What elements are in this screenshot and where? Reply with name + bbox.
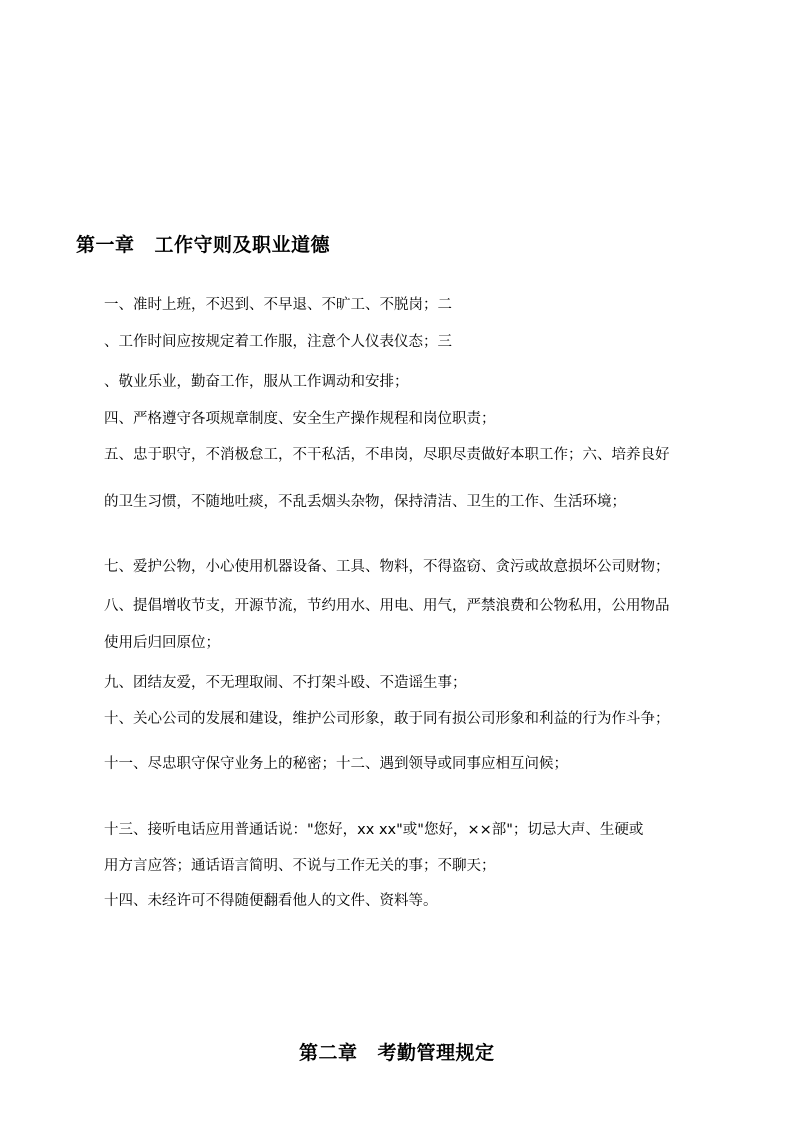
chapter-2-number: 第二章 bbox=[299, 1042, 358, 1064]
rule-line: 、敬业乐业，勤奋工作，服从工作调动和安排； bbox=[104, 374, 409, 390]
rule-line: 一、准时上班，不迟到、不早退、不旷工、不脱岗；二 bbox=[104, 297, 452, 313]
chapter-2-heading bbox=[299, 1038, 495, 1065]
chapter-1-heading bbox=[76, 230, 330, 257]
rule-line: 十四、未经许可不得随便翻看他人的文件、资料等。 bbox=[104, 893, 438, 909]
rule-line: 十、关心公司的发展和建设，维护公司形象，敢于同有损公司形象和利益的行为作斗争； bbox=[104, 711, 670, 727]
rule-line: 十一、尽忠职守保守业务上的秘密；十二、遇到领导或同事应相互问候； bbox=[104, 756, 568, 772]
chapter-1-title: 工作守则及职业道德 bbox=[154, 234, 331, 256]
rule-line: 的卫生习惯，不随地吐痰，不乱丢烟头杂物，保持清洁、卫生的工作、生活环境； bbox=[104, 494, 626, 510]
rule-line: 七、爱护公物，小心使用机器设备、工具、物料，不得盗窃、贪污或故意损坏公司财物； bbox=[104, 559, 670, 575]
chapter-2-title: 考勤管理规定 bbox=[377, 1042, 495, 1064]
rule-line: 九、团结友爱，不无理取闹、不打架斗殴、不造谣生事； bbox=[104, 675, 467, 691]
rule-line: 用方言应答；通话语言简明、不说与工作无关的事；不聊天； bbox=[104, 858, 496, 874]
rule-line: 四、严格遵守各项规章制度、安全生产操作规程和岗位职责； bbox=[104, 411, 496, 427]
rule-line: 八、提倡增收节支，开源节流，节约用水、用电、用气，严禁浪费和公物私用，公用物品 bbox=[104, 598, 670, 614]
rule-line: 使用后归回原位； bbox=[104, 635, 220, 651]
rule-line: 十三、接听电话应用普通话说："您好，xx xx"或"您好，××部"；切忌大声、生硬或 bbox=[104, 822, 644, 838]
rule-line: 五、忠于职守，不消极怠工，不干私活，不串岗，尽职尽责做好本职工作；六、培养良好 bbox=[104, 447, 670, 463]
rule-line: 、工作时间应按规定着工作服，注意个人仪表仪态；三 bbox=[104, 334, 452, 350]
chapter-1-number: 第一章 bbox=[76, 234, 135, 256]
